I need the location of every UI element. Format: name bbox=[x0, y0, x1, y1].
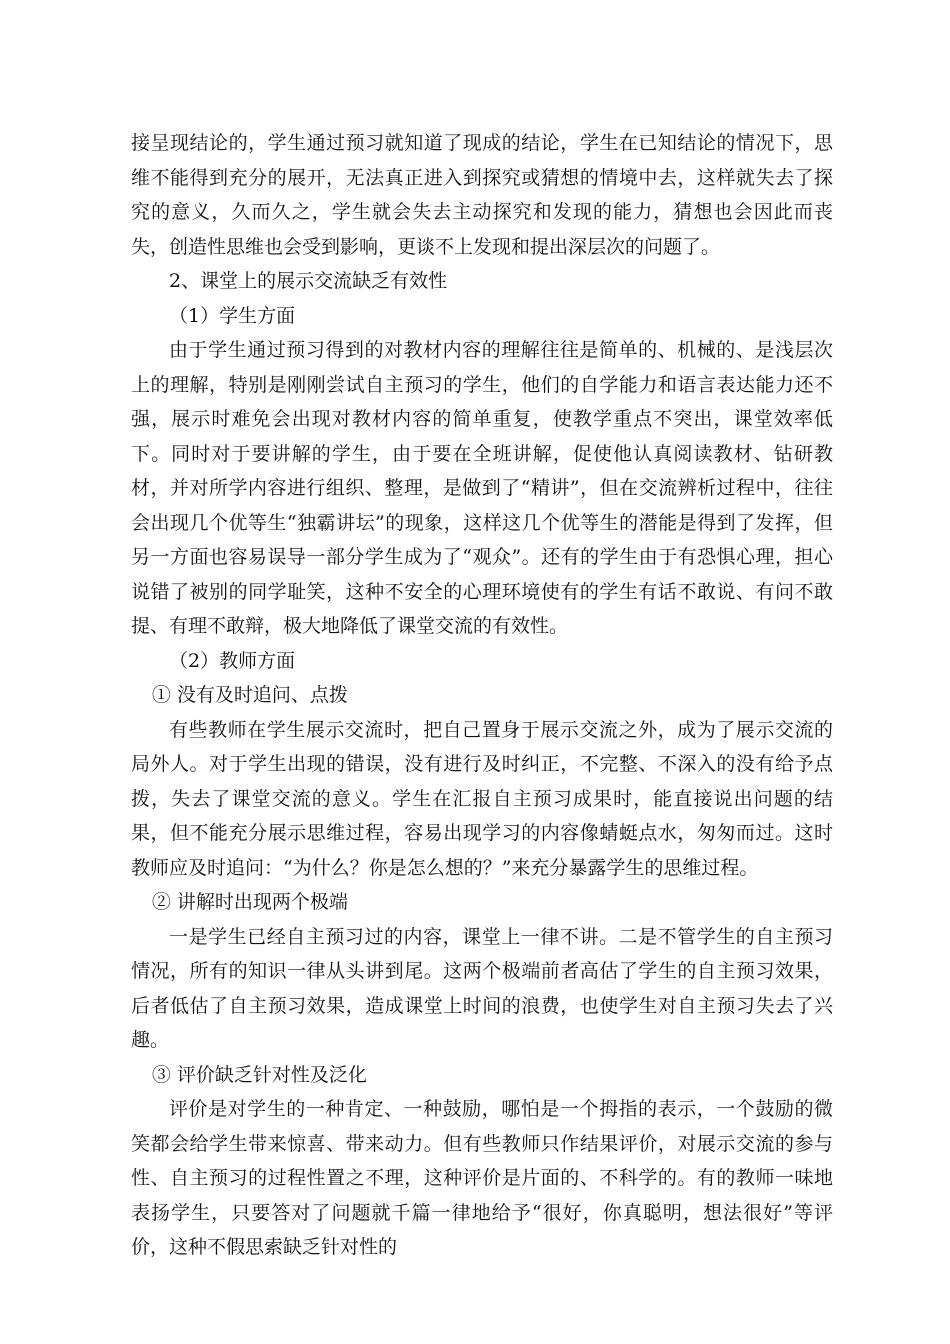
subheading-teachers: （2）教师方面 bbox=[169, 649, 296, 672]
paragraph-students-issues: 由于学生通过预习得到的对教材内容的理解往往是简单的、机械的、是浅层次上的理解，特别是刚刚尝试自主预习的学生，他们的自学能力和语言表达能力还不强，展示时难免会出现对教材内容的简单重复，使教学重点不突出，课堂效率低下。同时对于要讲解的学生，由于要在全班讲解，促使他认真阅读教材、钻研教材，并对所学内容进行组织、整理，是做到了“精讲”，但在交流辨析过程中，往往会出现几个优等生“独霸讲坛”的现象，这样这几个优等生的潜能是得到了发挥，但另一方面也容易误导一部分学生成为了“观众”。还有的学生由于有恐惧心理，担心说错了被别的同学耻笑，这种不安全的心理环境使有的学生有话不敢说、有问不敢提、有理不敢辩，极大地降低了课堂交流的有效性。 bbox=[131, 339, 833, 637]
subheading-students: （1）学生方面 bbox=[169, 304, 296, 327]
section-heading-classroom-exchange: 2、课堂上的展示交流缺乏有效性 bbox=[169, 270, 448, 292]
paragraph-no-followup: 有些教师在学生展示交流时，把自己置身于展示交流之外，成为了展示交流的局外人。对于学生出现的错误，没有进行及时纠正，不完整、不深入的没有给予点拨，失去了课堂交流的意义。学生在汇报自主预习成果时，能直接说出问题的结果，但不能充分展示思维过程，容易出现学习的内容像蜻蜓点水，匆匆而过。这时教师应及时追问：“为什么？你是怎么想的？”来充分暴露学生的思维过程。 bbox=[131, 718, 833, 879]
paragraph-two-extremes: 一是学生已经自主预习过的内容，课堂上一律不讲。二是不管学生的自主预习情况，所有的知识一律从头讲到尾。这两个极端前者高估了学生的自主预习效果，后者低估了自主预习效果，造成课堂上时间的浪费，也使学生对自主预习失去了兴趣。 bbox=[131, 925, 833, 1051]
paragraph-inquiry-loss: 接呈现结论的，学生通过预习就知道了现成的结论，学生在已知结论的情况下，思维不能得到充分的展开，无法真正进入到探究或猜想的情境中去，这样就失去了探究的意义，久而久之，学生就会失去主动探究和发现的能力，猜想也会因此而丧失，创造性思维也会受到影响，更谈不上发现和提出深层次的问题了。 bbox=[131, 132, 833, 258]
paragraph-evaluation: 评价是对学生的一种肯定、一种鼓励，哪怕是一个拇指的表示，一个鼓励的微笑都会给学生带来惊喜、带来动力。但有些教师只作结果评价，对展示交流的参与性、自主预习的过程性置之不理，这种评价是片面的、不科学的。有的教师一味地表扬学生，只要答对了问题就千篇一律地给予“很好，你真聪明，想法很好”等评价，这种不假思索缺乏针对性的 bbox=[131, 1098, 833, 1258]
item-heading-no-followup: ① 没有及时追问、点拨 bbox=[151, 684, 348, 706]
item-heading-two-extremes: ② 讲解时出现两个极端 bbox=[151, 891, 348, 913]
document-body bbox=[131, 126, 833, 1265]
item-heading-evaluation: ③ 评价缺乏针对性及泛化 bbox=[151, 1063, 367, 1086]
